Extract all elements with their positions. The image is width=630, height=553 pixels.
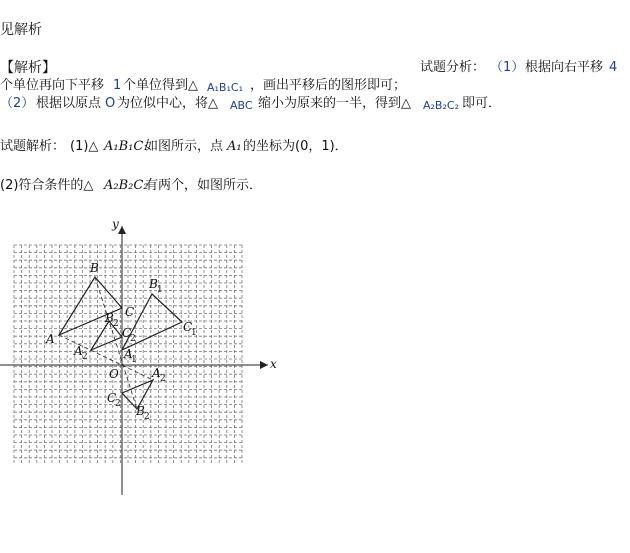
point-c2-upper-label: C <box>122 326 132 340</box>
y-axis-arrow <box>118 226 126 234</box>
point-a-label: A <box>46 332 55 346</box>
point-a2-lower-label: A <box>152 366 161 380</box>
solution-line2-b: 有两个，如图所示． <box>145 178 263 193</box>
analysis-part2-num: （2） <box>0 96 35 111</box>
analysis-part1-triangle: A₁B₁C₁ <box>207 81 243 94</box>
solution-line1-a: (1)△ <box>70 139 99 154</box>
y-label: y <box>112 217 119 231</box>
solution-line1-b: 如图所示，点 <box>145 139 224 154</box>
analysis-part1-num1: 1 <box>113 78 122 93</box>
point-c2-upper-sub: 2 <box>130 334 136 344</box>
analysis-part2-triangle: A₂B₂C₂ <box>423 99 459 112</box>
analysis-part2-c: 缩小为原来的一半，得到△ <box>258 96 411 111</box>
analysis-part1-line2-b: 个单位得到△ <box>123 78 198 93</box>
point-c2-lower-label: C <box>107 391 117 405</box>
solution-line2-triangle: A₂B₂C₂ <box>104 178 149 193</box>
solution-line1-c: 的坐标为(0，1)． <box>243 139 348 154</box>
point-b2-upper-sub: 2 <box>113 319 119 329</box>
analysis-part1-num4: 4 <box>609 60 618 75</box>
point-b-label: B <box>90 261 99 275</box>
solution-line1-point: A₁ <box>227 139 242 154</box>
x-axis-arrow <box>260 361 268 369</box>
solution-label: 试题解析： <box>0 139 66 154</box>
analysis-part2-abc: ABC <box>230 99 253 112</box>
analysis-part1-line2-c: ，画出平移后的图形即可； <box>250 78 407 93</box>
analysis-part2-d: 即可． <box>462 96 502 111</box>
point-b1-sub: 1 <box>157 285 163 295</box>
analysis-part1-num: （1） <box>490 60 525 75</box>
point-a2-upper-label: A <box>74 344 83 358</box>
point-c1-sub: 1 <box>191 328 197 338</box>
point-b2-lower-sub: 2 <box>144 412 150 422</box>
analysis-part2-b: 为位似中心，将△ <box>117 96 218 111</box>
point-a1-sub: 1 <box>131 355 137 365</box>
analysis-part1-line1: 根据向右平移 <box>525 60 604 75</box>
analysis-label: 试题分析： <box>420 60 486 75</box>
x-label: x <box>270 357 277 371</box>
origin-label: O <box>109 367 119 381</box>
solution-line1-triangle: A₁B₁C₁ <box>104 139 149 154</box>
point-a2-lower-sub: 2 <box>160 374 166 384</box>
point-c-label: C <box>125 305 135 319</box>
analysis-tag: 【解析】 <box>0 60 56 76</box>
point-b2-lower-label: B <box>136 404 145 418</box>
solution-line2-a: (2)符合条件的△ <box>0 178 94 193</box>
analysis-part1-line2-a: 个单位再向下平移 <box>0 78 105 93</box>
coordinate-figure <box>0 210 300 510</box>
analysis-part2-origin: O <box>105 96 116 111</box>
analysis-part2-a: 根据以原点 <box>36 96 102 111</box>
point-c2-lower-sub: 2 <box>115 399 121 409</box>
point-a1-label: A <box>124 347 133 361</box>
point-c1-label: C <box>183 320 193 334</box>
point-b1-label: B <box>149 277 158 291</box>
point-a2-upper-sub: 2 <box>82 352 88 362</box>
answer-heading: 见解析 <box>0 22 42 38</box>
point-b2-upper-label: B <box>105 311 114 325</box>
